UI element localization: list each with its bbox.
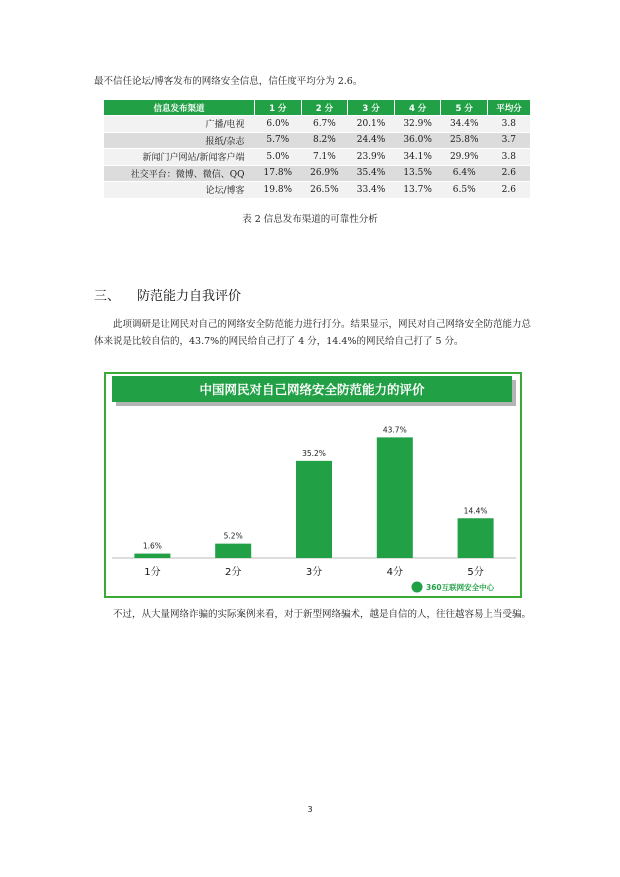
table-caption: 表 2 信息发布渠道的可靠性分析	[242, 214, 378, 225]
chart-title: 中国网民对自己网络安全防范能力的评价	[199, 382, 425, 397]
table-cell: 36.0%	[394, 132, 441, 149]
bar-5	[458, 518, 494, 558]
table-cell: 19.8%	[255, 182, 302, 198]
table-cell: 34.1%	[394, 149, 441, 166]
table-row	[104, 182, 530, 198]
table-cell: 25.8%	[441, 132, 488, 149]
table-cell: 34.4%	[441, 116, 488, 133]
logo-mark-icon	[412, 582, 423, 593]
table-cell: 广播/电视	[104, 116, 255, 133]
data-label: 35.2%	[302, 448, 326, 458]
table-cell: 29.9%	[441, 149, 488, 166]
table-cell: 24.4%	[348, 132, 395, 149]
x-tick-label: 3分	[305, 567, 323, 578]
table-cell: 论坛/博客	[104, 182, 255, 198]
closing-paragraph: 不过，从大量网络诈骗的实际案例来看，对于新型网络骗术，越是自信的人，往往越容易上当受骗。	[113, 609, 532, 620]
table-cell: 报纸/杂志	[104, 132, 255, 149]
bar-4	[377, 437, 413, 558]
page-number: 3	[307, 805, 313, 814]
column-header: 2 分	[301, 100, 348, 116]
chart-logo	[412, 582, 495, 593]
table-header-row	[104, 100, 530, 116]
data-label: 43.7%	[382, 425, 407, 435]
bar-series	[134, 425, 493, 578]
table-cell: 6.7%	[301, 116, 348, 133]
table-row	[104, 116, 530, 133]
table-cell: 6.5%	[441, 182, 488, 198]
column-header: 3 分	[348, 100, 395, 116]
chart-frame	[104, 372, 522, 598]
column-header: 平均分	[488, 100, 530, 116]
data-label: 5.2%	[223, 531, 243, 541]
column-header: 信息发布渠道	[104, 100, 255, 116]
table-cell: 5.0%	[255, 149, 302, 166]
table-cell: 13.7%	[394, 182, 441, 198]
data-label: 1.6%	[142, 541, 162, 551]
table-cell: 2.6	[488, 165, 530, 182]
bar-3	[296, 461, 332, 558]
table-cell: 17.8%	[255, 165, 302, 182]
section-number: 三、	[94, 289, 121, 304]
section-paragraph: 此项调研是让网民对自己的网络安全防范能力进行打分。结果显示，网民对自己网络安全防范能力总体来说是比较自信的，43.7%的网民给自己打了 4 分，14.4%的网民给自己打了 5 分。	[94, 319, 532, 347]
table-row	[104, 165, 530, 182]
table-cell: 7.1%	[301, 149, 348, 166]
bar-1	[134, 554, 170, 558]
data-label: 14.4%	[463, 506, 488, 516]
table-cell: 新闻门户网站/新闻客户端	[104, 149, 255, 166]
table-cell: 20.1%	[348, 116, 395, 133]
x-tick-label: 1分	[144, 567, 161, 578]
table-row	[104, 132, 530, 149]
table-cell: 33.4%	[348, 182, 395, 198]
x-tick-label: 2分	[225, 567, 242, 578]
table-cell: 26.5%	[301, 182, 348, 198]
section-title: 防范能力自我评价	[137, 289, 242, 304]
intro-line: 最不信任论坛/博客发布的网络安全信息，信任度平均分为 2.6。	[94, 76, 363, 87]
table-cell: 5.7%	[255, 132, 302, 149]
column-header: 1 分	[255, 100, 302, 116]
table-cell: 6.0%	[255, 116, 302, 133]
table-row	[104, 149, 530, 166]
table-cell: 13.5%	[394, 165, 441, 182]
bar-2	[215, 544, 251, 558]
logo-text: 360互联网安全中心	[426, 583, 495, 592]
table-cell: 23.9%	[348, 149, 395, 166]
column-header: 5 分	[441, 100, 488, 116]
bar-chart	[106, 374, 520, 596]
channel-reliability-table	[104, 100, 530, 198]
table-cell: 8.2%	[301, 132, 348, 149]
table-cell: 32.9%	[394, 116, 441, 133]
column-header: 4 分	[394, 100, 441, 116]
table-cell: 26.9%	[301, 165, 348, 182]
table-cell: 6.4%	[441, 165, 488, 182]
x-tick-label: 5分	[467, 567, 484, 578]
x-tick-label: 4分	[386, 567, 403, 578]
table-cell: 3.8	[488, 149, 530, 166]
table-cell: 2.6	[488, 182, 530, 198]
table-cell: 35.4%	[348, 165, 395, 182]
table-cell: 社交平台：微博、微信、QQ	[104, 165, 255, 182]
table-cell: 3.8	[488, 116, 530, 133]
table-cell: 3.7	[488, 132, 530, 149]
